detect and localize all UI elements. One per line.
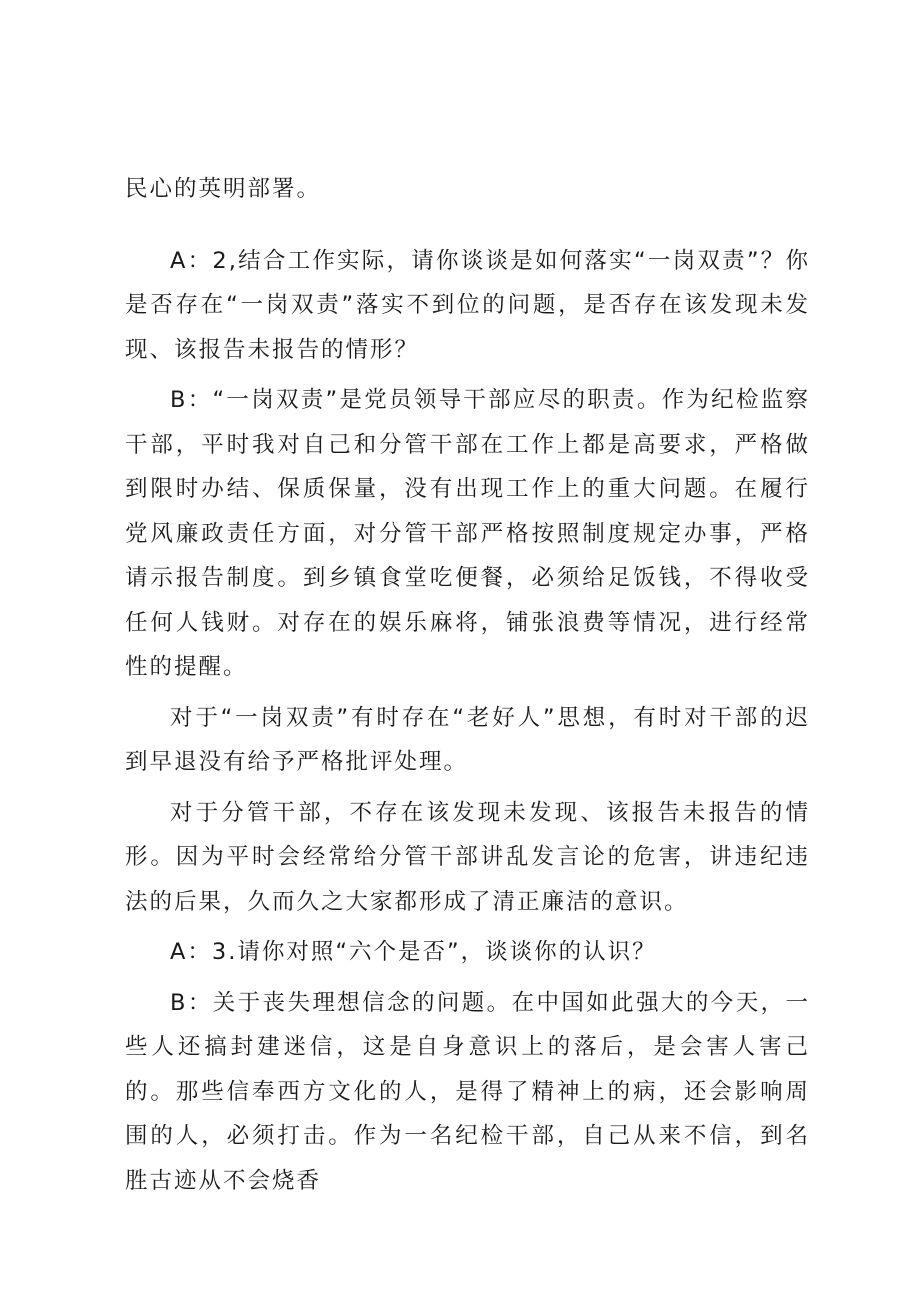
answer-2: B：“一岗双责”是党员领导干部应尽的职责。作为纪检监察干部，平时我对自己和分管干部在工作上都是高要求，严格做到限时办结、保质保量，没有出现工作上的重大问题。在履行党风廉政责任方面，对分管干部严格按照制度规定办事，严格请示报告制度。到乡镇食堂吃便餐，必须给足饭钱，不得收受任何人钱财。对存在的娱乐麻将，铺张浪费等情况，进行经常性的提醒。 [125, 387, 810, 680]
question-2: A：2,结合工作实际，请你谈谈是如何落实“一岗双责”？你是否存在“一岗双责”落实不到位的问题，是否存在该发现未发现、该报告未报告的情形？ [125, 247, 810, 363]
answer-3: B：关于丧失理想信念的问题。在中国如此强大的今天，一些人还搞封建迷信，这是自身意识上的落后，是会害人害己的。那些信奉西方文化的人，是得了精神上的病，还会影响周围的人，必须打击。作为一名纪检干部，自己从来不信，到名胜古迹从不会烧香 [125, 989, 810, 1194]
answer-2-self-criticism: 对于“一岗双责”有时存在“老好人”思想，有时对干部的迟到早退没有给予严格批评处理。 [125, 704, 810, 775]
document-body [125, 167, 810, 1203]
question-3: A：3.请你对照“六个是否”，谈谈你的认识？ [170, 939, 657, 965]
answer-2-supervision: 对于分管干部，不存在该发现未发现、该报告未报告的情形。因为平时会经常给分管干部讲乱发言论的危害，讲违纪违法的后果，久而久之大家都形成了清正廉洁的意识。 [125, 799, 810, 915]
paragraph-continuation: 民心的英明部署。 [125, 176, 322, 202]
